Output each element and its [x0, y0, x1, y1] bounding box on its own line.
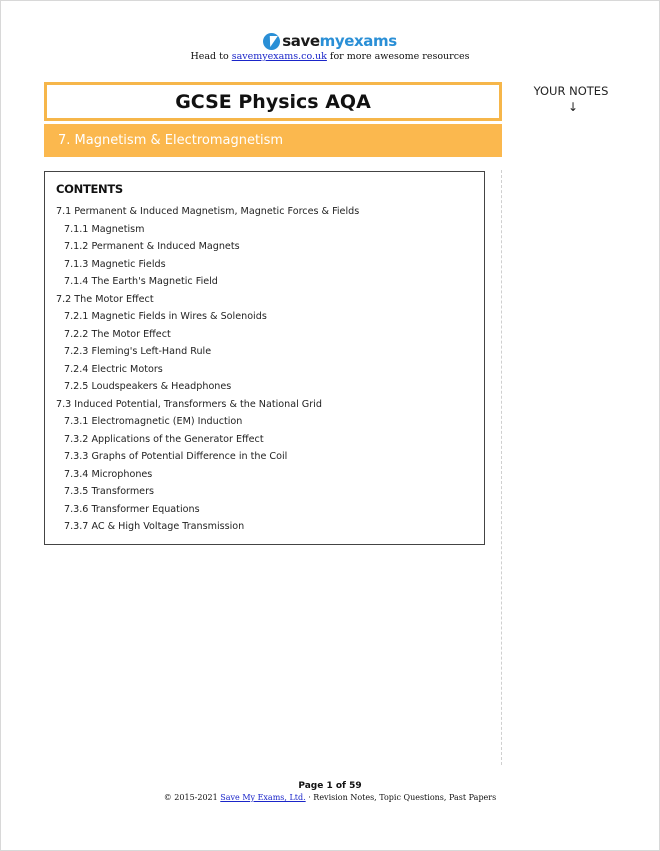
toc-subsection-link[interactable]: 7.3.4 Microphones	[64, 468, 153, 480]
section-banner	[44, 124, 502, 157]
toc-subsection-link[interactable]: 7.3.2 Applications of the Generator Effect	[64, 433, 264, 445]
lightning-bolt-icon	[263, 33, 280, 50]
page-number: Page 1 of 59	[298, 781, 362, 791]
toc-subsection-link[interactable]: 7.2.1 Magnetic Fields in Wires & Solenoids	[64, 311, 267, 322]
toc-subsection-link[interactable]: 7.3.1 Electromagnetic (EM) Induction	[64, 416, 243, 427]
tagline: Head to savemyexams.co.uk for more awesome resources	[190, 51, 470, 62]
toc-subsection-link[interactable]: 7.3.5 Transformers	[64, 486, 155, 497]
toc-subsection-link[interactable]: 7.1.2 Permanent & Induced Magnets	[64, 241, 240, 252]
toc-section-link[interactable]: 7.1 Permanent & Induced Magnetism, Magnetic Forces & Fields	[56, 206, 360, 217]
toc-subsection-link[interactable]: 7.3.7 AC & High Voltage Transmission	[64, 521, 245, 532]
company-link[interactable]: Save My Exams, Ltd.	[220, 793, 306, 802]
logo[interactable]	[0, 32, 660, 52]
toc-subsection-link[interactable]: 7.3.3 Graphs of Potential Difference in the Coil	[64, 451, 288, 462]
page-title: GCSE Physics AQA	[175, 90, 371, 113]
your-notes-label: YOUR NOTES	[533, 84, 609, 98]
notes-divider	[501, 170, 502, 765]
toc-subsection-link[interactable]: 7.1.1 Magnetism	[64, 223, 145, 235]
toc-subsection-link[interactable]: 7.2.5 Loudspeakers & Headphones	[64, 381, 232, 392]
arrow-down-icon: ↓	[568, 100, 579, 114]
toc-section-link[interactable]: 7.2 The Motor Effect	[56, 293, 154, 305]
toc-subsection-link[interactable]: 7.1.3 Magnetic Fields	[64, 258, 166, 270]
toc-section-link[interactable]: 7.3 Induced Potential, Transformers & the National Grid	[56, 398, 322, 410]
toc-subsection-link[interactable]: 7.2.2 The Motor Effect	[64, 328, 171, 340]
site-link[interactable]: savemyexams.co.uk	[231, 51, 327, 62]
contents-box	[44, 171, 485, 545]
contents-list	[45, 203, 359, 536]
toc-subsection-link[interactable]: 7.1.4 The Earth's Magnetic Field	[64, 276, 218, 287]
copyright: © 2015-2021 Save My Exams, Ltd. · Revision Notes, Topic Questions, Past Papers	[163, 793, 497, 802]
contents-heading: CONTENTS	[56, 182, 123, 196]
logo-text: savemyexams	[282, 32, 397, 50]
toc-subsection-link[interactable]: 7.3.6 Transformer Equations	[64, 503, 200, 515]
toc-subsection-link[interactable]: 7.2.4 Electric Motors	[64, 363, 163, 375]
title-box	[44, 82, 502, 121]
toc-subsection-link[interactable]: 7.2.3 Fleming's Left-Hand Rule	[64, 346, 212, 357]
section-title: 7. Magnetism & Electromagnetism	[58, 133, 284, 148]
